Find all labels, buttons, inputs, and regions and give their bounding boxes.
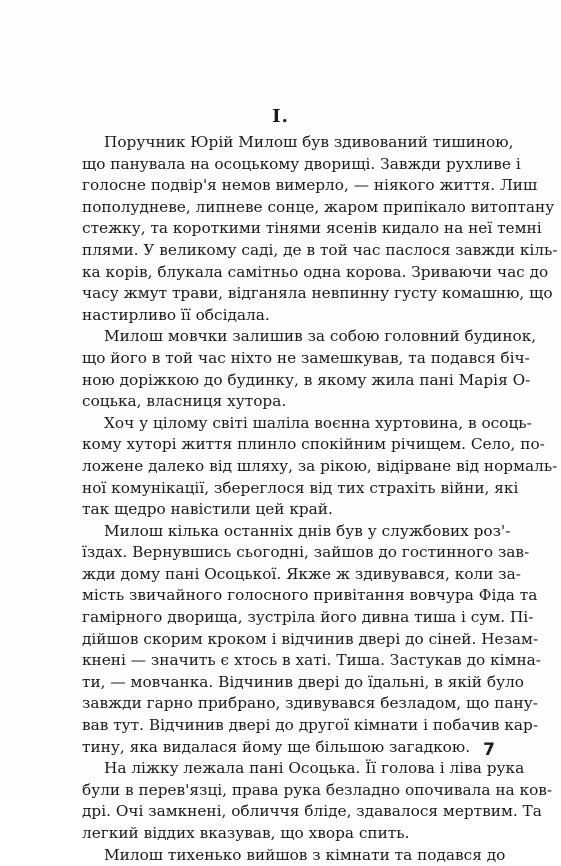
text-line: ложене далеко від шляху, за рікою, відірване від нормаль- [82,456,558,475]
text-line: легкий віддих вказував, що хвора спить. [82,824,410,842]
text-line: жди дому пані Осоцької. Якже ж здивувався, коли за- [82,564,521,583]
paragraph [82,132,558,326]
paragraph [82,758,553,844]
text-line: ти, — мовчанка. Відчинив двері до їдальні, в якій було [82,672,525,691]
text-line: плями. У великому саді, де в той час паслося завжди кіль- [82,240,558,259]
text-line: гамірного дворища, зустріла його дивна тиша і сум. Пі- [82,608,534,627]
text-line: тину, яка видалася йому ще більшою загадкою. [82,737,471,756]
paragraph [82,326,537,412]
text-line: що панувала на осоцькому дворищі. Завжди рухливе і [82,154,521,173]
text-line: настирливо її обсідала. [82,305,270,324]
text-line: Поручник Юрій Милош був здивований тишиною, [104,133,514,151]
text-line: кому хуторі життя плинло спокійним річищем. Село, по- [82,435,545,454]
paragraph [82,413,558,521]
text-line: що його в той час ніхто не замешкував, та подався біч- [82,348,530,367]
text-line: Милош тихенько вийшов з кімнати та подався до [104,845,506,864]
text-line: соцька, власниця хутора. [82,392,287,411]
text-line: Милош кілька останніх днів був у службових роз'- [104,521,511,540]
text-line: Хоч у цілому світі шаліла воєнна хуртовина, в осоць- [104,413,532,432]
page-number: 7 [483,740,495,760]
text-line: ною доріжкою до будинку, в якому жила пані Марія О- [82,370,531,389]
text-line: На ліжку лежала пані Осоцька. Її голова і ліва рука [104,759,525,778]
paragraph [82,521,541,759]
text-line: були в перев'язці, права рука безладно опочивала на ков- [82,780,553,799]
text-line: мість звичайного голосного привітання вовчура Фіда та [82,586,538,605]
paragraph [82,845,506,866]
text-line: Милош мовчки залишив за собою головний будинок, [104,327,537,346]
body-text [82,132,558,866]
text-line: ної комунікації, збереглося від тих страхіть війни, які [82,478,519,497]
text-line: так щедро навістили цей край. [82,500,333,519]
text-line: часу жмут трави, відганяла невпинну густу комашню, що [82,284,553,303]
text-line: пополудневе, липневе сонце, жаром припікало витоптану [82,197,555,216]
text-line: стежку, та короткими тінями ясенів кидало на неї темні [82,219,542,238]
text-line: голосне подвір'я немов вимерло, — ніякого життя. Лиш [82,176,538,195]
text-line: дрі. Очі замкнені, обличчя бліде, здавалося мертвим. Та [82,802,542,821]
chapter-heading: I. [272,106,289,127]
text-line: їздах. Вернувшись сьогодні, зайшов до гостинного зав- [82,543,530,562]
text-line: кнені — значить є хтось в хаті. Тиша. Застукав до кімна- [82,651,541,670]
text-line: дійшов скорим кроком і відчинив двері до сіней. Незам- [82,629,539,648]
text-line: ка корів, блукала самітньо одна корова. Зриваючи час до [82,262,549,281]
text-line: вав тут. Відчинив двері до другої кімнати і побачив кар- [82,716,538,735]
text-line: завжди гарно прибрано, здивувався безладом, що пану- [82,694,538,713]
